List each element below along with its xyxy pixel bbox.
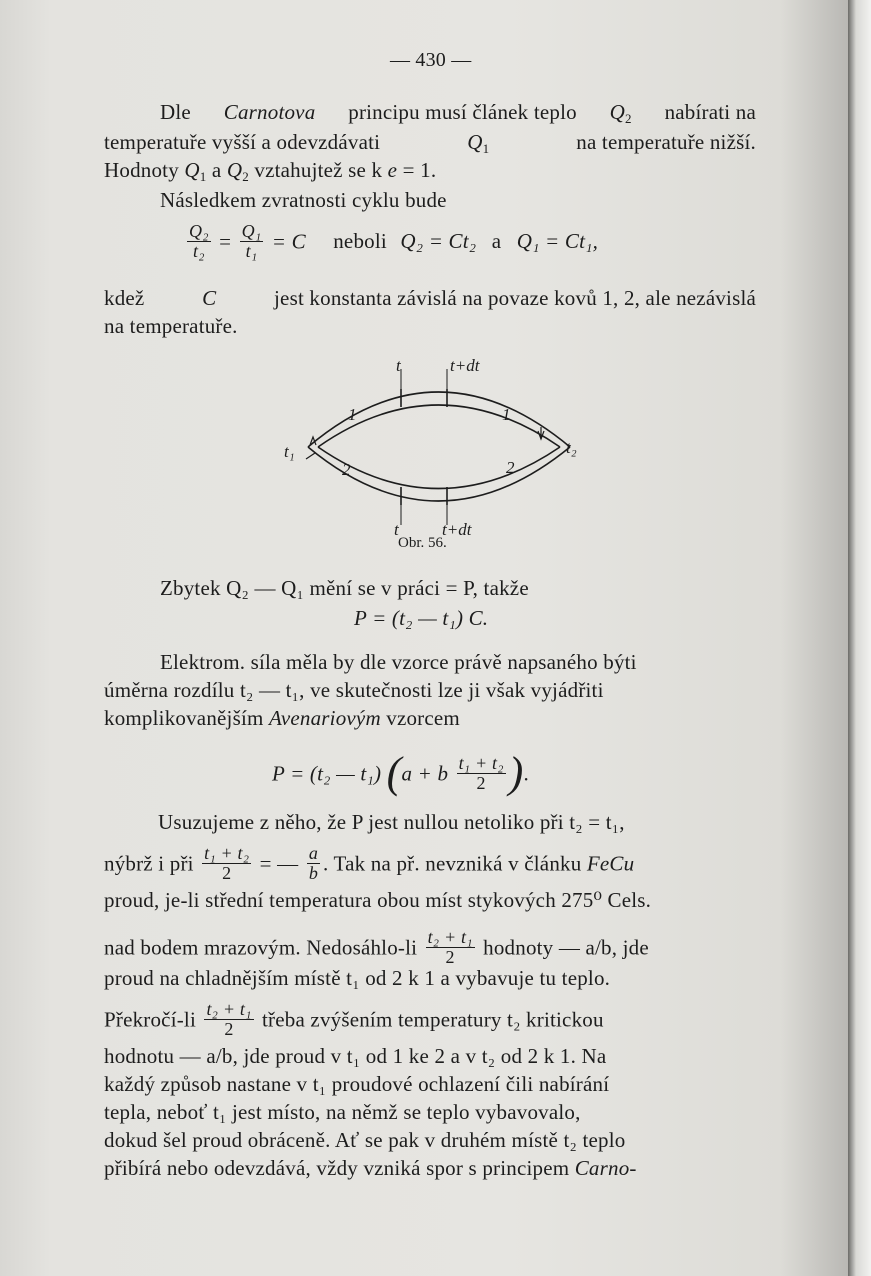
denominator: t₂ xyxy=(193,241,205,261)
text: principu musí článek teplo xyxy=(348,100,577,124)
text: na temperatuře nižší. xyxy=(576,130,756,154)
constant: = C xyxy=(271,229,306,254)
denominator: 2 xyxy=(224,1019,234,1039)
subscript: 2 xyxy=(242,169,249,184)
paren-open: ( xyxy=(386,747,402,797)
inner-arc-bottom xyxy=(318,447,560,489)
text: . Tak na př. nevzniká v článku xyxy=(323,851,582,876)
name-carnot: Carnotova xyxy=(223,100,316,124)
paragraph-6-line-7: hodnotu — a/b, jde proud v t₁ od 1 ke 2 a v t₂ od 2 k 1. Na xyxy=(104,1044,607,1068)
text: třeba zvýšením temperatury t₂ kritickou xyxy=(262,1007,604,1032)
numerator: t₁ + t₂ xyxy=(204,843,250,863)
text: Hodnoty xyxy=(104,158,179,182)
denominator: b xyxy=(308,863,319,883)
label-t1: t₁ xyxy=(284,442,295,461)
paragraph-1-line-2 xyxy=(104,130,756,154)
paragraph-6-line-2 xyxy=(104,843,635,885)
text: vzorcem xyxy=(386,706,460,730)
paragraph-1-line-1 xyxy=(160,100,756,124)
numerator: Q₂ xyxy=(189,221,209,241)
text: neboli xyxy=(333,229,387,254)
label-t2: t₂ xyxy=(566,438,577,457)
denominator: 2 xyxy=(222,863,232,883)
figure-thermocouple-diagram xyxy=(270,355,600,555)
text: kdež xyxy=(104,286,145,310)
paren-close: ) xyxy=(508,747,524,797)
numerator: t₂ + t₁ xyxy=(427,927,473,947)
equals-sign: = xyxy=(219,229,232,254)
numerator: t₁ + t₂ xyxy=(458,753,504,773)
fraction xyxy=(202,844,251,883)
paragraph-6-line-9: tepla, neboť t₁ jest místo, na němž se teplo vybavovalo, xyxy=(104,1100,581,1124)
paragraph-5-line-3 xyxy=(104,706,460,730)
paragraph-3-line-2: na temperatuře. xyxy=(104,314,238,338)
equation-1 xyxy=(184,221,599,263)
numerator: Q₁ xyxy=(241,221,262,241)
text: komplikovanějším xyxy=(104,706,264,730)
subscript: 2 xyxy=(625,111,632,126)
text: temperatuře vyšší a odevzdávati xyxy=(104,130,381,154)
label-tdt-bottom: t+dt xyxy=(442,520,472,539)
equation-work: P = (t₂ — t₁) C. xyxy=(354,606,489,630)
text: jest konstanta závislá na povaze kovů 1, 2, ale nezávislá xyxy=(274,286,756,310)
label-2-left: 2 xyxy=(342,460,351,479)
text: = 1. xyxy=(402,158,437,182)
paragraph-6-line-5: proud na chladnějším místě t₁ od 2 k 1 a vybavuje tu teplo. xyxy=(104,966,611,990)
subscript: 1 xyxy=(199,169,207,184)
symbol: Q xyxy=(609,100,626,124)
label-tdt-top: t+dt xyxy=(450,356,480,375)
expression: Q₁ = Ct₁, xyxy=(516,229,599,254)
paragraph-4-line-1: Zbytek Q₂ — Q₁ mění se v práci = P, takže xyxy=(160,576,529,600)
label-t-bottom: t xyxy=(394,520,399,539)
paragraph-5-line-1: Elektrom. síla měla by dle vzorce právě napsaného býti xyxy=(160,650,637,674)
arrow-left xyxy=(306,453,315,459)
symbol: Q xyxy=(184,158,200,182)
period: . xyxy=(523,761,529,786)
paragraph-6-line-6 xyxy=(104,999,604,1041)
text: a xyxy=(211,158,222,182)
fraction xyxy=(240,222,264,261)
text: nýbrž i při xyxy=(104,851,194,876)
paragraph-1-line-3 xyxy=(104,158,436,182)
denominator: t₁ xyxy=(245,241,258,261)
text: a xyxy=(491,229,502,254)
paragraph-3-line-1 xyxy=(104,286,756,310)
page-number: — 430 — xyxy=(390,49,472,71)
label-t-top: t xyxy=(396,356,401,375)
text: Překročí-li xyxy=(104,1007,197,1032)
numerator: a xyxy=(308,843,319,863)
symbol: C xyxy=(202,286,217,310)
paragraph-6-line-1: Usuzujeme z něho, že P jest nullou netoliko při t₂ = t₁, xyxy=(158,810,625,834)
symbol: Q xyxy=(467,130,483,154)
paragraph-6-line-10: dokud šel proud obráceně. Ať se pak v druhém místě t₂ teplo xyxy=(104,1128,626,1152)
expression: Q₂ = Ct₂ xyxy=(400,229,477,254)
subscript: 1 xyxy=(482,141,490,156)
text: Dle xyxy=(160,100,191,124)
equation-avenarius xyxy=(272,747,529,797)
term-fecu: FeCu xyxy=(586,851,635,876)
label-1-right: 1 xyxy=(502,405,511,424)
text: hodnoty — a/b, jde xyxy=(483,935,649,960)
symbol: e xyxy=(387,158,398,182)
name-avenarius: Avenariovým xyxy=(268,706,381,730)
numerator: t₂ + t₁ xyxy=(206,999,252,1019)
figure-caption: Obr. 56. xyxy=(398,535,447,551)
expression: P = (t₂ — t₁) xyxy=(272,761,382,786)
paragraph-6-line-4 xyxy=(104,927,649,969)
paragraph-6-line-8: každý způsob nastane v t₁ proudové ochlazení čili nabírání xyxy=(104,1072,610,1096)
paragraph-6-line-3: proud, je-li střední temperatura obou míst stykových 275⁰ Cels. xyxy=(104,888,652,912)
fraction xyxy=(426,928,475,967)
label-2-right: 2 xyxy=(506,458,515,477)
paragraph-6-line-11 xyxy=(104,1156,637,1180)
paragraph-5-line-2: úměrna rozdílu t₂ — t₁, ve skutečnosti lze ji však vyjádřiti xyxy=(104,678,604,702)
fraction xyxy=(457,754,506,793)
label-1-left: 1 xyxy=(348,405,357,424)
text: nad bodem mrazovým. Nedosáhlo-li xyxy=(104,935,418,960)
text: přibírá nebo odevzdává, vždy vzniká spor s principem xyxy=(104,1156,570,1180)
text: = — xyxy=(259,851,299,876)
fraction xyxy=(187,222,211,261)
fraction xyxy=(204,1000,253,1039)
text: nabírati na xyxy=(664,100,756,124)
symbol: Q xyxy=(226,158,243,182)
denominator: 2 xyxy=(476,773,486,793)
denominator: 2 xyxy=(445,947,455,967)
fraction xyxy=(307,844,320,883)
paragraph-2: Následkem zvratnosti cyklu bude xyxy=(160,188,447,212)
text: vztahujtež se k xyxy=(254,158,383,182)
page-edge xyxy=(848,0,871,1276)
expression: a + b xyxy=(401,761,449,786)
name-carnot: Carno- xyxy=(574,1156,637,1180)
